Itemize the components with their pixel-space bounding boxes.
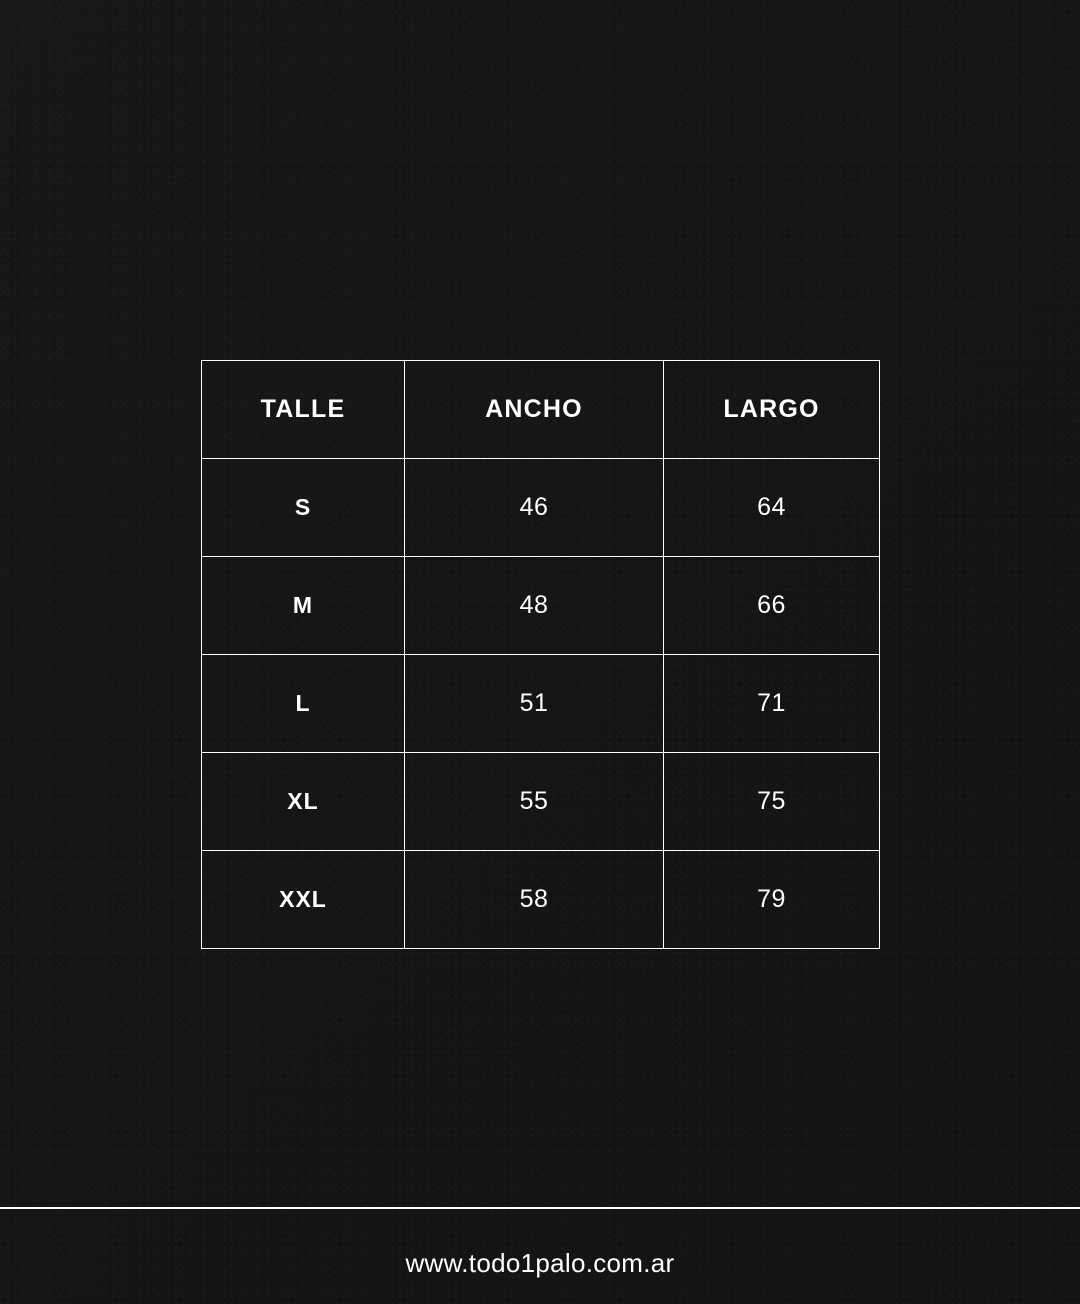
cell-largo: 79 bbox=[664, 851, 880, 949]
table-row bbox=[202, 655, 880, 753]
footer-divider bbox=[0, 1207, 1080, 1209]
table-row bbox=[202, 851, 880, 949]
footer-website-url: www.todo1palo.com.ar bbox=[405, 1248, 675, 1278]
cell-talle: M bbox=[202, 557, 405, 655]
cell-ancho: 55 bbox=[405, 753, 664, 851]
cell-largo: 64 bbox=[664, 459, 880, 557]
table-row bbox=[202, 753, 880, 851]
table-row bbox=[202, 459, 880, 557]
table-row bbox=[202, 557, 880, 655]
cell-ancho: 48 bbox=[405, 557, 664, 655]
cell-ancho: 46 bbox=[405, 459, 664, 557]
size-chart bbox=[201, 360, 879, 949]
column-header-largo: LARGO bbox=[664, 361, 880, 459]
cell-talle: L bbox=[202, 655, 405, 753]
size-chart-table bbox=[201, 360, 880, 949]
cell-largo: 71 bbox=[664, 655, 880, 753]
cell-ancho: 58 bbox=[405, 851, 664, 949]
table-header-row bbox=[202, 361, 880, 459]
cell-ancho: 51 bbox=[405, 655, 664, 753]
size-chart-header bbox=[202, 361, 880, 459]
cell-largo: 66 bbox=[664, 557, 880, 655]
cell-talle: XL bbox=[202, 753, 405, 851]
cell-talle: XXL bbox=[202, 851, 405, 949]
size-chart-body bbox=[202, 459, 880, 949]
cell-talle: S bbox=[202, 459, 405, 557]
column-header-ancho: ANCHO bbox=[405, 361, 664, 459]
column-header-talle: TALLE bbox=[202, 361, 405, 459]
cell-largo: 75 bbox=[664, 753, 880, 851]
